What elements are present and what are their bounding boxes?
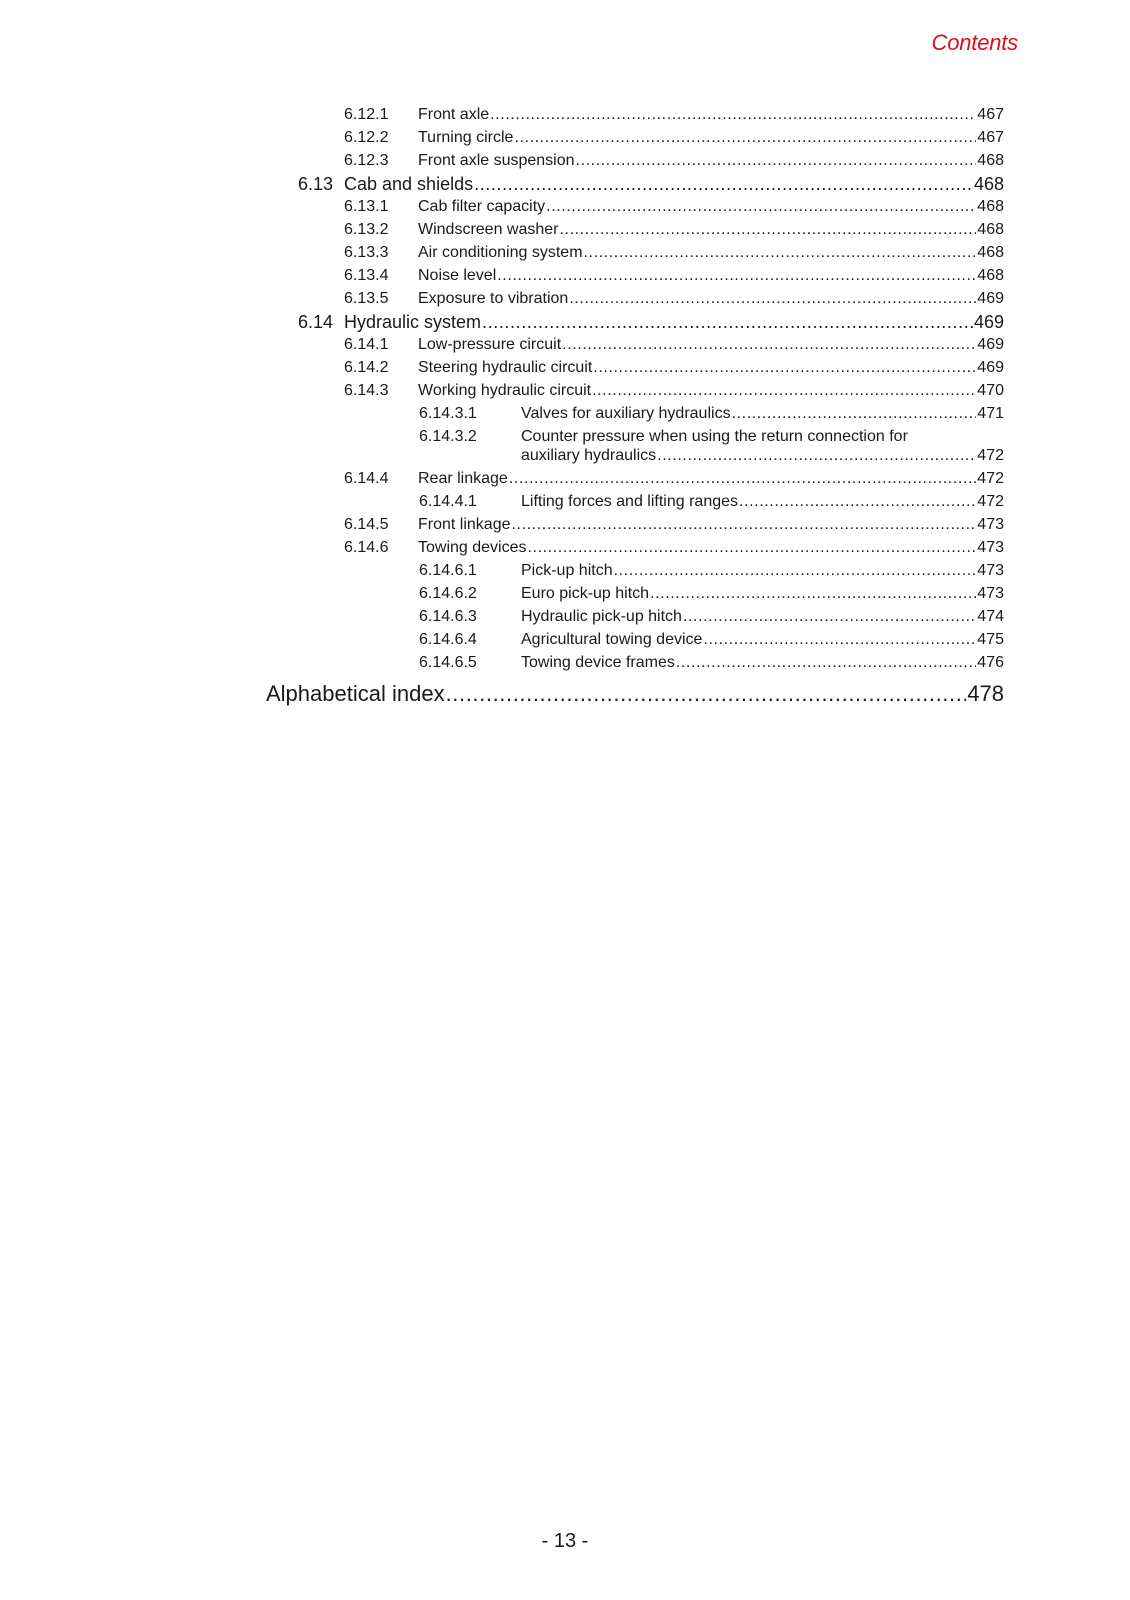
toc-title: Front axle suspension — [418, 152, 575, 169]
toc-title: Cab filter capacity — [418, 198, 546, 215]
toc-entry[interactable] — [419, 560, 1004, 580]
toc-title: Noise level — [418, 267, 497, 284]
dot-leader — [676, 654, 976, 672]
dot-leader — [657, 447, 976, 465]
toc-entry-continued[interactable] — [521, 445, 1004, 465]
toc-title: Exposure to vibration — [418, 290, 569, 307]
toc-title: Agricultural towing device — [521, 631, 703, 648]
toc-entry[interactable] — [344, 104, 1004, 124]
toc-entry-index[interactable] — [266, 679, 1004, 707]
toc-title: Towing devices — [418, 539, 527, 556]
dot-leader — [509, 470, 976, 488]
dot-leader — [546, 198, 976, 216]
toc-title: Towing device frames — [521, 654, 675, 671]
toc-page: 473 — [977, 585, 1004, 602]
toc-page: 469 — [977, 290, 1004, 307]
toc-title: Front linkage — [418, 516, 511, 533]
toc-entry[interactable] — [344, 150, 1004, 170]
toc-page: 467 — [977, 106, 1004, 123]
toc-title: Low-pressure circuit — [418, 336, 562, 353]
toc-entry[interactable] — [344, 265, 1004, 285]
toc-entry[interactable] — [298, 310, 1004, 333]
toc-number: 6.14.6 — [344, 539, 389, 556]
toc-number: 6.14.4 — [344, 470, 389, 487]
toc-number: 6.13.1 — [344, 198, 389, 215]
dot-leader — [592, 382, 976, 400]
toc-entry[interactable] — [344, 357, 1004, 377]
toc-entry[interactable] — [344, 537, 1004, 557]
dot-leader — [562, 336, 976, 354]
toc-number: 6.14 — [298, 312, 334, 332]
toc-title: Air conditioning system — [418, 244, 583, 261]
dot-leader — [703, 631, 976, 649]
toc-number: 6.14.3 — [344, 382, 389, 399]
toc-entry[interactable] — [344, 380, 1004, 400]
dot-leader — [528, 539, 977, 557]
toc-title: Hydraulic system — [344, 312, 482, 332]
dot-leader — [482, 312, 973, 333]
dot-leader — [490, 106, 976, 124]
toc-title: Steering hydraulic circuit — [418, 359, 593, 376]
dot-leader — [514, 129, 976, 147]
dot-leader — [584, 244, 977, 262]
toc-title: Turning circle — [418, 129, 514, 146]
toc-entry[interactable] — [344, 288, 1004, 308]
toc-entry[interactable] — [344, 242, 1004, 262]
toc-title: Valves for auxiliary hydraulics — [521, 405, 731, 422]
toc-entry[interactable] — [344, 468, 1004, 488]
toc-entry[interactable] — [419, 426, 1004, 446]
toc-entry[interactable] — [344, 127, 1004, 147]
toc-title: Windscreen washer — [418, 221, 559, 238]
page-number: - 13 - — [541, 1530, 589, 1552]
toc-page: 469 — [977, 336, 1004, 353]
toc-title: Alphabetical index — [266, 681, 445, 706]
dot-leader — [593, 359, 976, 377]
toc-page: 470 — [977, 382, 1004, 399]
toc-entry[interactable] — [344, 514, 1004, 534]
toc-title: Hydraulic pick-up hitch — [521, 608, 682, 625]
toc-number: 6.13.4 — [344, 267, 389, 284]
toc-title: Lifting forces and lifting ranges — [521, 493, 739, 510]
toc-page: 475 — [977, 631, 1004, 648]
toc-entry[interactable] — [419, 403, 1004, 423]
toc-page: 468 — [973, 174, 1004, 194]
toc-entry[interactable] — [419, 491, 1004, 511]
toc-number: 6.13.5 — [344, 290, 389, 307]
dot-leader — [446, 681, 967, 707]
toc-page: 468 — [977, 267, 1004, 284]
toc-page: 473 — [977, 539, 1004, 556]
toc-page: 467 — [977, 129, 1004, 146]
toc-number: 6.13.3 — [344, 244, 389, 261]
toc-page: 472 — [977, 493, 1004, 510]
toc-page: 468 — [977, 244, 1004, 261]
toc-number: 6.12.2 — [344, 129, 389, 146]
toc-number: 6.14.4.1 — [419, 493, 477, 510]
toc-page: 474 — [977, 608, 1004, 625]
dot-leader — [576, 152, 977, 170]
toc-page: 469 — [977, 359, 1004, 376]
dot-leader — [732, 405, 977, 423]
toc-page: 473 — [977, 562, 1004, 579]
toc-title: Counter pressure when using the return connection for — [521, 428, 908, 445]
toc-number: 6.14.6.3 — [419, 608, 477, 625]
toc-page: 473 — [977, 516, 1004, 533]
toc-number: 6.14.3.1 — [419, 405, 477, 422]
toc-entry[interactable] — [419, 583, 1004, 603]
toc-page: 472 — [977, 447, 1004, 464]
page-title: Contents — [931, 30, 1018, 55]
toc-number: 6.12.1 — [344, 106, 389, 123]
dot-leader — [497, 267, 976, 285]
toc-entry[interactable] — [419, 606, 1004, 626]
toc-title: Cab and shields — [344, 174, 474, 194]
toc-page: 468 — [977, 221, 1004, 238]
toc-number: 6.13.2 — [344, 221, 389, 238]
dot-leader — [474, 174, 973, 195]
toc-entry[interactable] — [344, 196, 1004, 216]
toc-number: 6.12.3 — [344, 152, 389, 169]
toc-number: 6.13 — [298, 174, 334, 194]
toc-page: 476 — [977, 654, 1004, 671]
toc-title: Working hydraulic circuit — [418, 382, 592, 399]
toc-number: 6.14.6.4 — [419, 631, 477, 648]
toc-entry[interactable] — [419, 652, 1004, 672]
toc-number: 6.14.6.2 — [419, 585, 477, 602]
toc-title: Pick-up hitch — [521, 562, 613, 579]
toc-page: 468 — [977, 152, 1004, 169]
toc-title: Front axle — [418, 106, 490, 123]
toc-number: 6.14.2 — [344, 359, 389, 376]
toc-page: 468 — [977, 198, 1004, 215]
toc-title: Euro pick-up hitch — [521, 585, 650, 602]
toc-number: 6.14.6.1 — [419, 562, 477, 579]
toc-entry[interactable] — [419, 629, 1004, 649]
toc-page: 472 — [977, 470, 1004, 487]
dot-leader — [569, 290, 976, 308]
toc-number: 6.14.6.5 — [419, 654, 477, 671]
toc-number: 6.14.5 — [344, 516, 389, 533]
toc-number: 6.14.3.2 — [419, 428, 477, 445]
dot-leader — [614, 562, 977, 580]
toc-page: 478 — [967, 681, 1004, 706]
dot-leader — [560, 221, 977, 239]
dot-leader — [739, 493, 976, 511]
toc-title-continued: auxiliary hydraulics — [521, 447, 657, 464]
toc-title: Rear linkage — [418, 470, 508, 487]
dot-leader — [683, 608, 976, 626]
toc-entry[interactable] — [344, 219, 1004, 239]
dot-leader — [650, 585, 976, 603]
toc-number: 6.14.1 — [344, 336, 389, 353]
toc-page: 469 — [973, 312, 1004, 332]
toc-page: 471 — [977, 405, 1004, 422]
toc-entry[interactable] — [344, 334, 1004, 354]
toc-entry[interactable] — [298, 172, 1004, 195]
dot-leader — [512, 516, 977, 534]
